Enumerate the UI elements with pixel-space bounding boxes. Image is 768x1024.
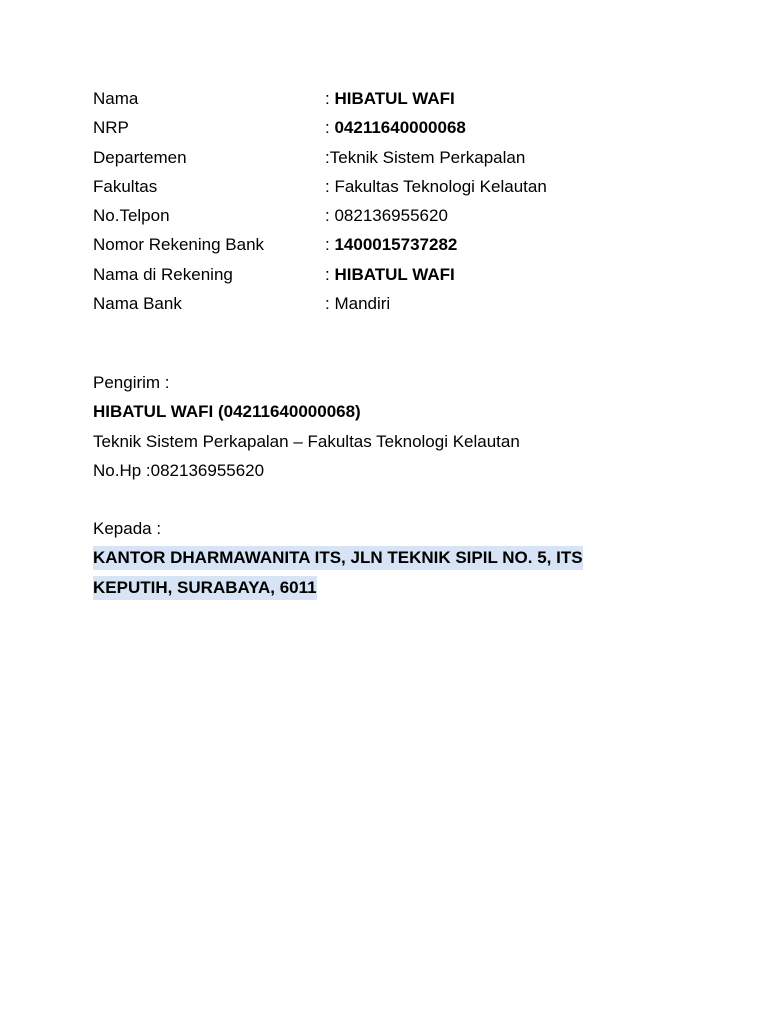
sender-block (93, 368, 693, 485)
detail-separator: : (325, 294, 335, 314)
detail-label: Departemen (93, 147, 187, 167)
address-highlight: KANTOR DHARMAWANITA ITS, JLN TEKNIK SIPIL NO. 5, ITS (93, 546, 583, 570)
detail-row-telpon (93, 201, 713, 230)
detail-separator: : (325, 118, 335, 138)
detail-label: Nama Bank (93, 294, 182, 314)
detail-value: HIBATUL WAFI (334, 264, 455, 284)
detail-value: Mandiri (334, 294, 391, 314)
identity-details-table (93, 84, 713, 318)
detail-row-departemen (93, 143, 713, 172)
sender-affiliation: Teknik Sistem Perkapalan – Fakultas Teknologi Kelautan (93, 431, 520, 451)
detail-label: Nama di Rekening (93, 264, 233, 284)
detail-separator: : (325, 89, 335, 108)
detail-row-rekening (93, 230, 713, 259)
detail-value: HIBATUL WAFI (334, 89, 455, 108)
detail-separator: : (325, 235, 335, 255)
detail-value: 082136955620 (334, 206, 448, 226)
recipient-heading: Kepada : (93, 519, 162, 538)
detail-label: Nama (93, 89, 139, 108)
sender-phone: No.Hp :082136955620 (93, 460, 265, 480)
detail-row-nrp (93, 113, 713, 142)
detail-value: 04211640000068 (334, 118, 466, 138)
detail-value: 1400015737282 (334, 235, 458, 255)
detail-label: No.Telpon (93, 206, 170, 226)
detail-label: Fakultas (93, 176, 158, 196)
detail-separator: : (325, 206, 335, 226)
detail-row-nama-rekening (93, 260, 713, 289)
detail-row-nama (93, 84, 713, 113)
detail-separator: : (325, 176, 335, 196)
detail-label: NRP (93, 118, 129, 138)
recipient-address-line-2 (93, 573, 693, 602)
detail-separator: : (325, 264, 335, 284)
sender-heading: Pengirim : (93, 373, 170, 392)
recipient-address-line-1 (93, 543, 693, 572)
detail-row-bank (93, 289, 713, 318)
recipient-block (93, 514, 693, 602)
detail-label: Nomor Rekening Bank (93, 235, 265, 255)
detail-separator: : (325, 147, 330, 167)
address-highlight: KEPUTIH, SURABAYA, 6011 (93, 576, 317, 600)
detail-value: Teknik Sistem Perkapalan (329, 147, 526, 167)
detail-row-fakultas (93, 172, 713, 201)
detail-value: Fakultas Teknologi Kelautan (334, 176, 547, 196)
sender-name: HIBATUL WAFI (04211640000068) (93, 402, 361, 422)
